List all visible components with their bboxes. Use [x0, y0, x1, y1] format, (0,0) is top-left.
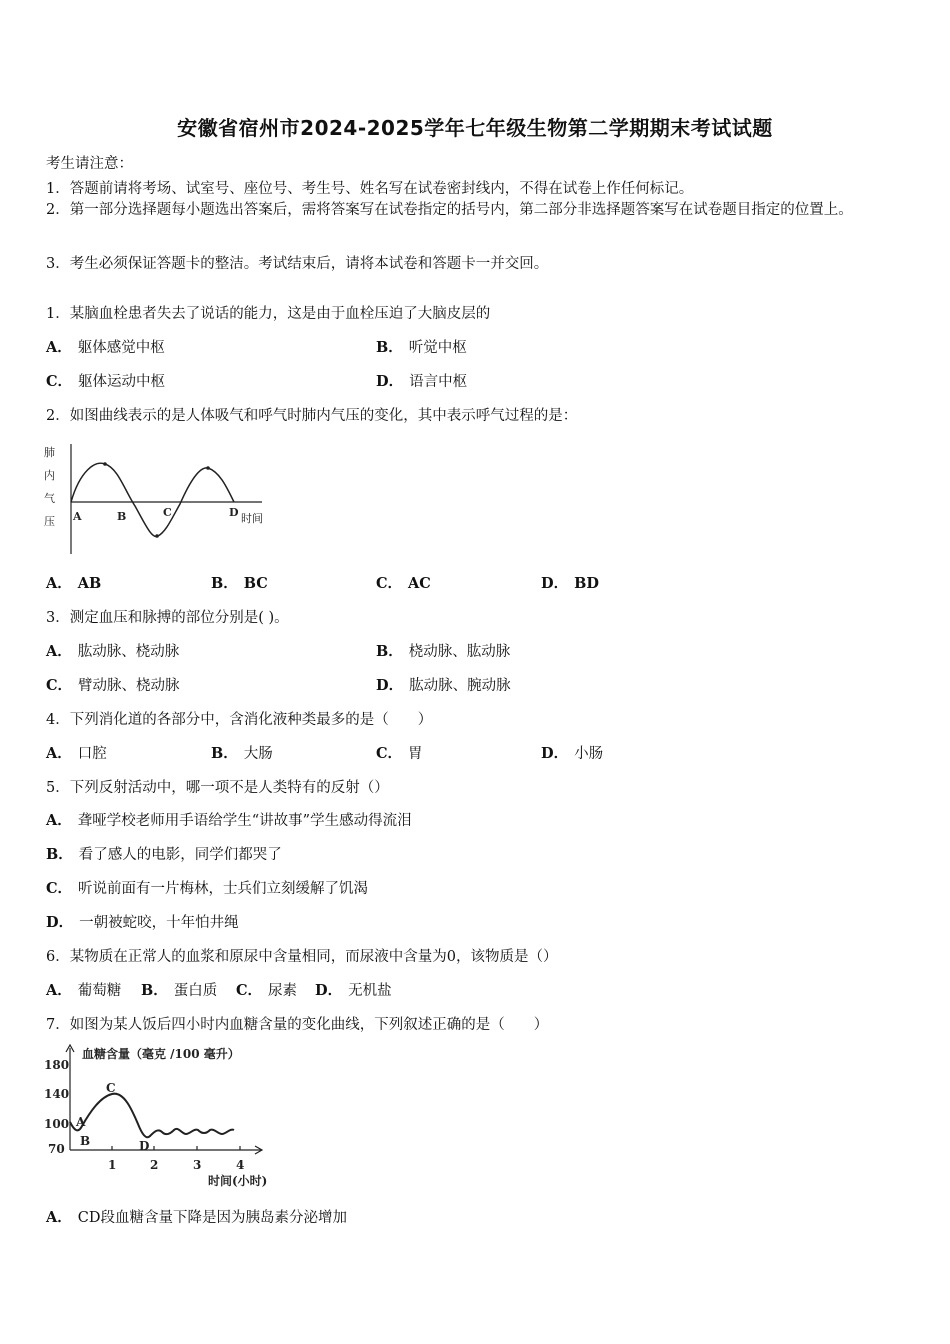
- y-tick: 70: [48, 1142, 65, 1156]
- option[interactable]: B． 听觉中枢: [376, 339, 467, 356]
- x-tick: 2: [150, 1158, 159, 1172]
- option[interactable]: A． AB: [46, 575, 102, 592]
- notice-item: 3．考生必须保证答题卡的整洁。考试结束后，请将本试卷和答题卡一并交回。: [46, 256, 549, 272]
- option[interactable]: C． 胃: [376, 745, 423, 762]
- y-tick: 100: [44, 1117, 70, 1131]
- point-label: C: [106, 1081, 116, 1095]
- notice-item: 1．答题前请将考场、试室号、座位号、考生号、姓名写在试卷密封线内，不得在试卷上作任何标记。: [46, 181, 694, 197]
- question-stem: 3．测定血压和脉搏的部位分别是( )。: [46, 610, 289, 626]
- option[interactable]: D． BD: [541, 575, 599, 592]
- blood-sugar-curve: [70, 1094, 234, 1138]
- question-stem: 1．某脑血栓患者失去了说话的能力，这是由于血栓压迫了大脑皮层的: [46, 306, 491, 322]
- option[interactable]: A． CD段血糖含量下降是因为胰岛素分泌增加: [46, 1209, 347, 1226]
- option[interactable]: B． BC: [211, 575, 268, 592]
- pressure-curve: [71, 463, 234, 536]
- option[interactable]: D． 小肠: [541, 745, 604, 762]
- option[interactable]: C． AC: [376, 575, 431, 592]
- option[interactable]: C． 听说前面有一片梅林，士兵们立刻缓解了饥渴: [46, 880, 369, 897]
- point-label: C: [163, 506, 172, 519]
- option[interactable]: B． 桡动脉、肱动脉: [376, 643, 511, 660]
- y-axis-label: 血糖含量（毫克 /100 毫升）: [82, 1047, 240, 1061]
- question-stem: 2．如图曲线表示的是人体吸气和呼气时肺内气压的变化，其中表示呼气过程的是：: [46, 408, 578, 424]
- notice-heading: 考生请注意：: [46, 156, 133, 172]
- x-tick: 4: [236, 1158, 245, 1172]
- option[interactable]: C． 尿素: [236, 982, 298, 999]
- option[interactable]: C． 躯体运动中枢: [46, 373, 166, 390]
- question-stem: 5．下列反射活动中，哪一项不是人类特有的反射（）: [46, 780, 389, 796]
- point-label: B: [80, 1134, 91, 1148]
- point-label: D: [139, 1139, 150, 1153]
- y-label-char: 气: [44, 492, 55, 505]
- option[interactable]: D． 肱动脉、腕动脉: [376, 677, 511, 694]
- option[interactable]: D． 无机盐: [315, 982, 392, 999]
- point-label: D: [229, 506, 239, 519]
- option[interactable]: D． 一朝被蛇咬，十年怕井绳: [46, 914, 239, 931]
- lung-pressure-figure: [40, 436, 280, 561]
- option[interactable]: C． 臂动脉、桡动脉: [46, 677, 180, 694]
- option[interactable]: B． 看了感人的电影，同学们都哭了: [46, 846, 282, 863]
- option[interactable]: A． 葡萄糖: [46, 982, 122, 999]
- notice-item: 2．第一部分选择题每小题选出答案后，需将答案写在试卷指定的括号内，第二部分非选择题答案写在试卷题目指定的位置上。: [46, 202, 853, 218]
- option[interactable]: A． 躯体感觉中枢: [46, 339, 165, 356]
- x-tick: 1: [108, 1158, 117, 1172]
- option[interactable]: A． 聋哑学校老师用手语给学生“讲故事”学生感动得流泪: [46, 812, 412, 829]
- blood-sugar-figure: [40, 1042, 290, 1192]
- x-axis-label: 时间(小时): [208, 1174, 268, 1188]
- x-axis-label: 时间: [241, 512, 263, 525]
- question-stem: 6．某物质在正常人的血浆和原尿中含量相同，而尿液中含量为0，该物质是（）: [46, 949, 558, 965]
- option[interactable]: A． 口腔: [46, 745, 107, 762]
- option[interactable]: A． 肱动脉、桡动脉: [46, 643, 180, 660]
- question-stem: 7．如图为某人饭后四小时内血糖含量的变化曲线，下列叙述正确的是（ ）: [46, 1017, 549, 1033]
- y-label-char: 压: [44, 515, 55, 528]
- y-label-char: 肺: [44, 446, 55, 459]
- y-tick: 180: [44, 1058, 70, 1072]
- option[interactable]: B． 蛋白质: [141, 982, 218, 999]
- question-stem: 4．下列消化道的各部分中，含消化液种类最多的是（ ）: [46, 712, 433, 728]
- option[interactable]: B． 大肠: [211, 745, 273, 762]
- option[interactable]: D． 语言中枢: [376, 373, 468, 390]
- point-label: A: [76, 1115, 86, 1129]
- point-label: B: [117, 510, 127, 523]
- page-title: 安徽省宿州市2024-2025学年七年级生物第二学期期末考试试题: [177, 116, 773, 140]
- y-label-char: 内: [44, 469, 55, 482]
- x-tick: 3: [193, 1158, 202, 1172]
- point-label: A: [73, 510, 82, 523]
- y-tick: 140: [44, 1087, 70, 1101]
